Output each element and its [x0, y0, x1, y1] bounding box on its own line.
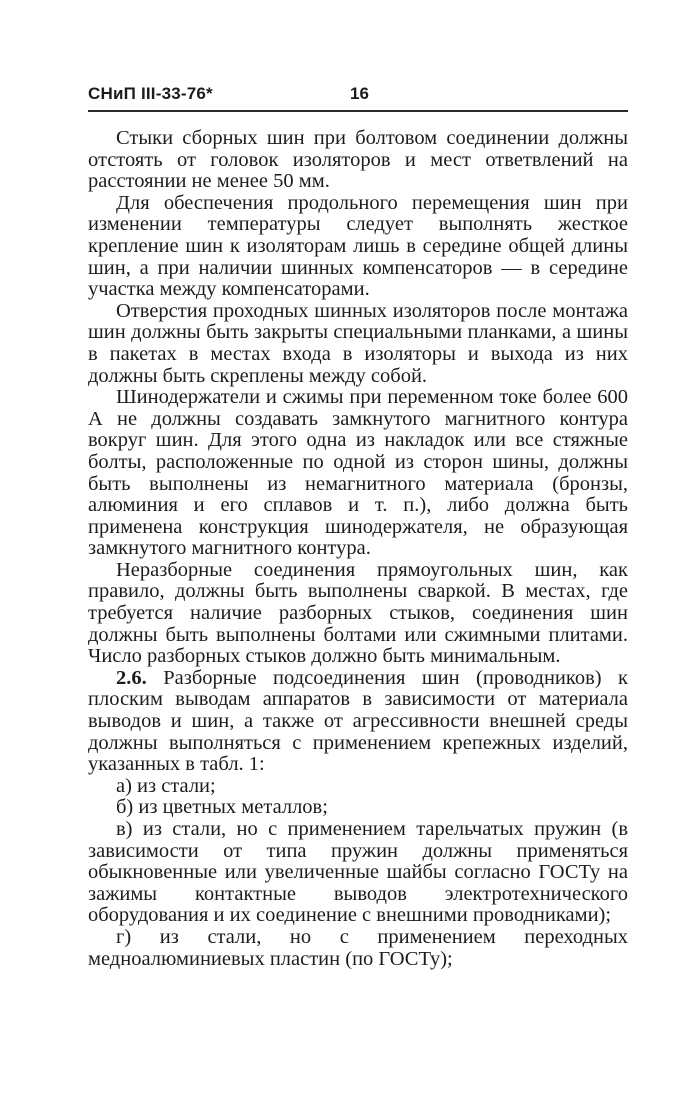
document-code: СНиП III-33-76*: [88, 84, 213, 103]
body-text: [88, 128, 628, 970]
section-text: Разборные подсоединения шин (проводников) к плоским выводам аппаратов в зависимости от материала выводов и шин, а также от агрессивности внешней среды должны выполняться с применением крепежных изделий, указанных в табл. 1:: [88, 666, 628, 776]
paragraph: Шинодержатели и сжимы при переменном токе более 600 А не должны создавать замкнутого магнитного контура вокруг шин. Для этого одна из накладок или все стяжные болты, расположенные по одной из сторон шины, должны быть выполнены из немагнитного материала (бронзы, алюминия и его сплавов и т. п.), либо должна быть применена конструкция шинодержателя, не образующая замкнутого магнитного контура.: [88, 386, 628, 560]
list-item: а) из стали;: [116, 774, 216, 797]
page-header: [88, 80, 628, 110]
section-number: 2.6.: [116, 666, 147, 689]
paragraph: Неразборные соединения прямоугольных шин, как правило, должны быть выполнены сваркой. В местах, где требуется наличие разборных стыков, соединения шин должны быть выполнены болтами или сжимными плитами. Число разборных стыков должно быть минимальным.: [88, 558, 628, 668]
paragraph: Для обеспечения продольного перемещения шин при изменении температуры следует выполнять жесткое крепление шин к изоляторам лишь в середине общей длины шин, а при наличии шинных компенсаторов — в середине участка между компенсаторами.: [88, 191, 628, 301]
paragraph: Стыки сборных шин при болтовом соединении должны отстоять от головок изоляторов и мест ответвлений на расстоянии не менее 50 мм.: [88, 127, 628, 193]
section-2-6: [88, 668, 628, 776]
list-item: г) из стали, но с применением переходных медноалюминиевых пластин (по ГОСТу);: [88, 925, 628, 970]
header-rule: [88, 110, 628, 112]
page-number: 16: [350, 84, 369, 103]
document-page: [88, 80, 628, 970]
list-item: б) из цветных металлов;: [116, 796, 328, 819]
list-item: в) из стали, но с применением тарельчатых пружин (в зависимости от типа пружин должны применяться обыкновенные или увеличенные шайбы согласно ГОСТу на зажимы контактные выводов электротехнического оборудования и их соединение с внешними проводниками);: [88, 818, 628, 927]
paragraph: Отверстия проходных шинных изоляторов после монтажа шин должны быть закрыты специальными планками, а шины в пакетах в местах входа в изоляторы и выхода из них должны быть скреплены между собой.: [88, 299, 628, 387]
